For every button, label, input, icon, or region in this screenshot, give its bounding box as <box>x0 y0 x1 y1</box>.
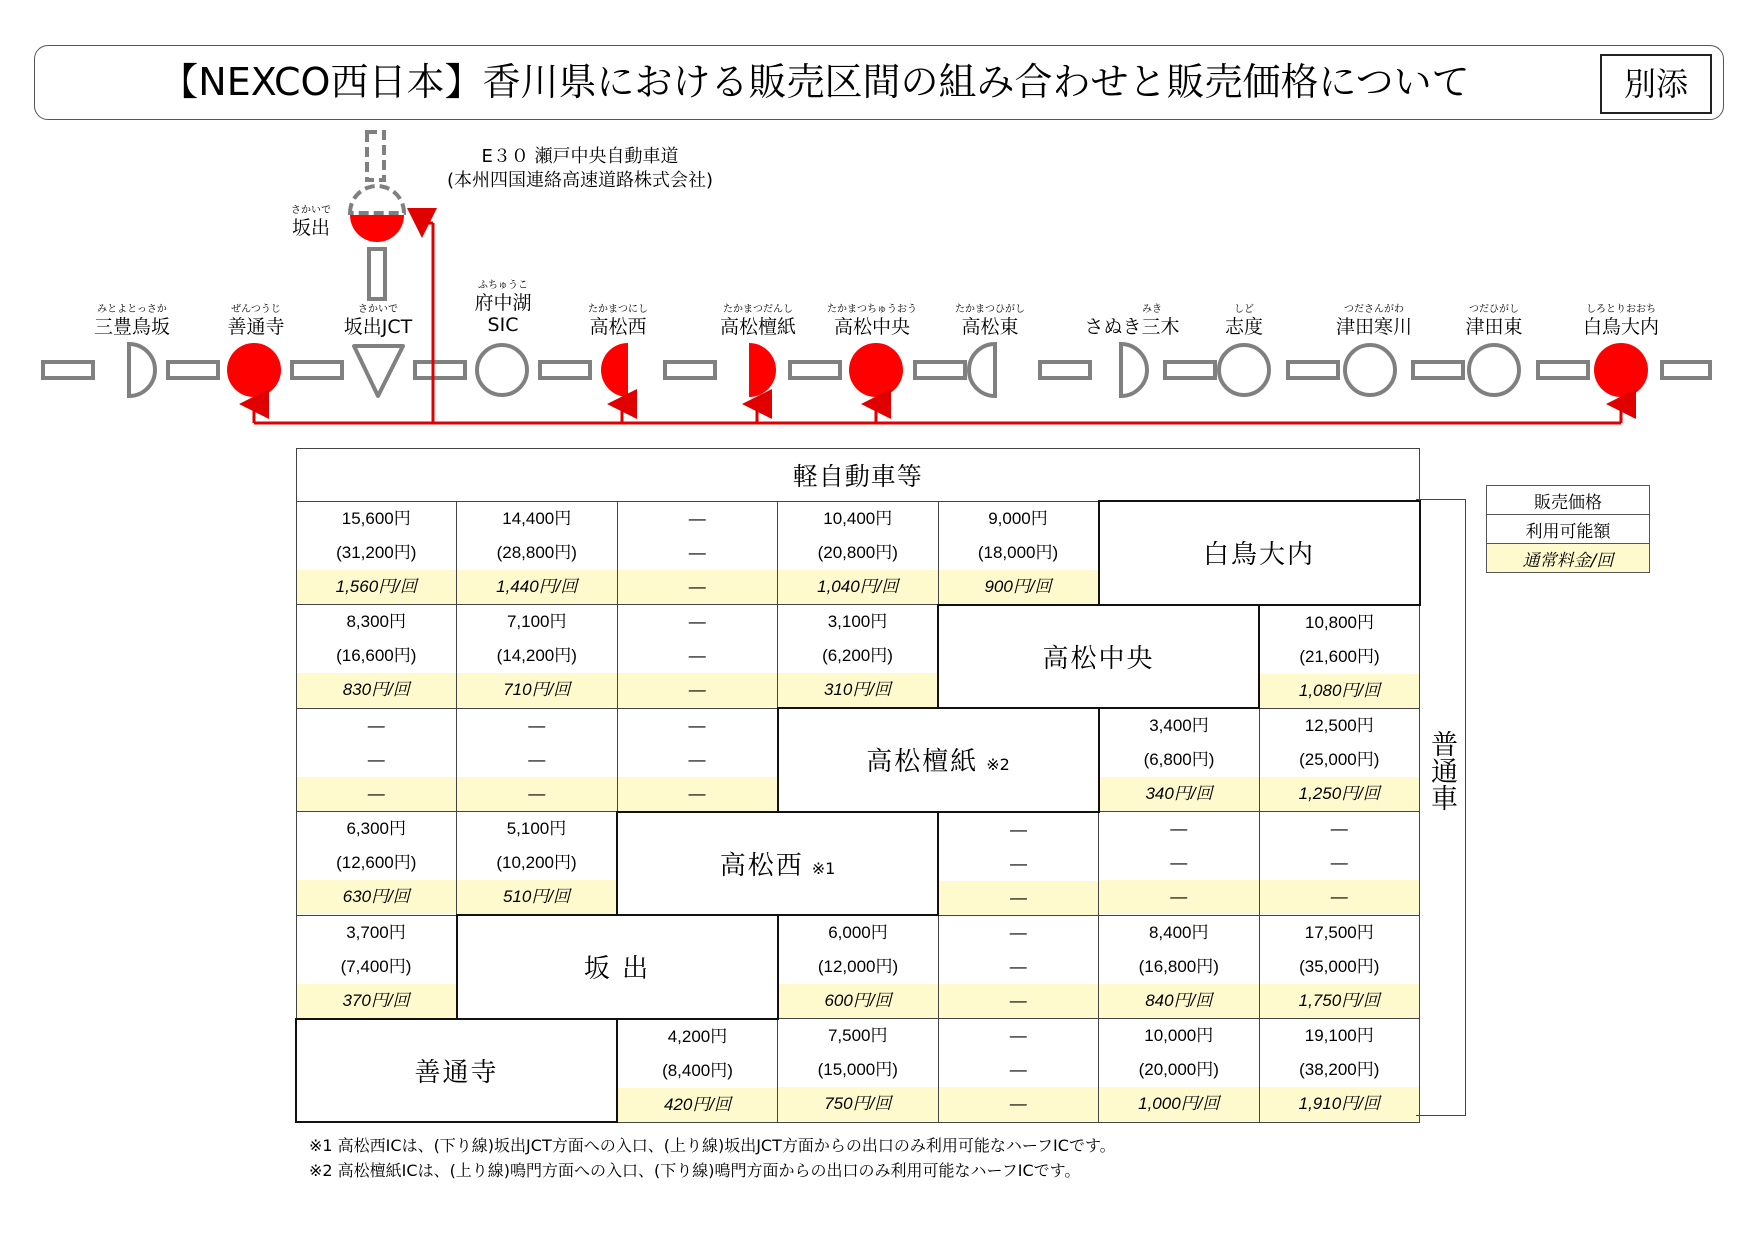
route-name: E３０ 瀬戸中央自動車道 <box>481 146 679 167</box>
fare-cell: 3,100円 (6,200円) 310円/回 <box>778 605 939 709</box>
fare-cell: — — — <box>938 812 1099 916</box>
shirotori-ouchi-ic-icon <box>1594 343 1648 397</box>
takamatsu-nishi-ic-icon <box>601 343 628 397</box>
zentsuji-ic-icon <box>227 343 281 397</box>
takamatsu-chuo-ic-icon <box>849 343 903 397</box>
attachment-label: 別添 <box>1600 54 1712 114</box>
legend-available-amount: 利用可能額 <box>1487 515 1650 544</box>
fare-cell: 6,300円 (12,600円) 630円/回 <box>296 812 457 916</box>
fare-cell: 10,800円 (21,600円) 1,080円/回 <box>1259 605 1420 709</box>
sakaide-ic-half-icon <box>350 215 404 242</box>
branch-road-dashed-segment <box>367 132 384 180</box>
ordinary-vehicle-column <box>1416 499 1466 1116</box>
ic-label-tsuda-sangawa: つださんがわ 津田寒川 <box>1335 304 1413 338</box>
footnote-2: ※2 高松檀紙ICは、(上り線)鳴門方面への入口、(下り線)鳴門方面からの出口のみ利用可能なハーフICです。 <box>309 1161 1081 1180</box>
fare-cell: — — — <box>617 501 778 605</box>
route-operator: (本州四国連絡高速道路株式会社) <box>446 170 714 191</box>
tsuda-sangawa-ic-icon <box>1345 345 1395 395</box>
fare-cell: — — — <box>938 915 1099 1019</box>
legend <box>1486 485 1650 573</box>
fare-cell: 3,400円 (6,800円) 340円/回 <box>1099 708 1260 812</box>
sanuki-miki-ic-icon <box>1121 344 1147 396</box>
sales-section-arrow-lines <box>254 223 1621 423</box>
ic-label-sakaide-jct: さかいで 坂出JCT <box>343 304 413 338</box>
sakaide-ic-label: さかいで 坂出 <box>291 205 331 239</box>
sakaide-jct-icon <box>354 346 403 396</box>
tsuda-higashi-ic-icon <box>1469 345 1519 395</box>
fare-cell: 7,100円 (14,200円) 710円/回 <box>457 605 618 709</box>
station-shirotori-ouchi: 白鳥大内 <box>1099 501 1420 605</box>
fare-cell: 7,500円 (15,000円) 750円/回 <box>778 1019 939 1123</box>
fare-cell: 15,600円 (31,200円) 1,560円/回 <box>296 501 457 605</box>
fuchuko-sic-icon <box>477 345 527 395</box>
route-map <box>0 0 1754 450</box>
sakaide-ic-dashed-half-icon <box>350 186 404 213</box>
station-takamatsu-chuo: 高松中央 <box>938 605 1259 709</box>
fare-cell: 4,200円 (8,400円) 420円/回 <box>617 1019 778 1123</box>
ic-label-shido: しど 志度 <box>1224 304 1264 338</box>
branch-road-segment <box>369 249 385 299</box>
ic-label-zentsuji: ぜんつうじ 善通寺 <box>227 304 285 338</box>
fare-cell: 8,300円 (16,600円) 830円/回 <box>296 605 457 709</box>
kei-vehicle-header: 軽自動車等 <box>296 449 1420 502</box>
station-takamatsu-danshi: 高松檀紙 ※2 <box>778 708 1099 812</box>
ordinary-vehicle-label: 普通車 <box>1426 729 1457 811</box>
takamatsu-higashi-ic-icon <box>969 344 995 396</box>
mitoyo-tossaka-ic-icon <box>129 344 155 396</box>
footnote-ref-1: ※1 <box>811 858 836 878</box>
station-sakaide: 坂 出 <box>457 915 778 1019</box>
fare-cell: 12,500円 (25,000円) 1,250円/回 <box>1259 708 1420 812</box>
fare-cell: 9,000円 (18,000円) 900円/回 <box>938 501 1099 605</box>
fare-cell: 8,400円 (16,800円) 840円/回 <box>1099 915 1260 1019</box>
fare-cell: 19,100円 (38,200円) 1,910円/回 <box>1259 1019 1420 1123</box>
station-takamatsu-nishi: 高松西 ※1 <box>617 812 938 916</box>
ic-label-fuchuko-sic: ふちゅうこ 府中湖 SIC <box>474 280 532 336</box>
takamatsu-danshi-ic-icon <box>749 343 776 397</box>
ic-label-tsuda-higashi: つだひがし 津田東 <box>1465 304 1523 338</box>
fare-cell: — — — <box>457 708 618 812</box>
fare-cell: — — — <box>617 605 778 709</box>
fare-table <box>295 448 1421 1123</box>
ic-label-takamatsu-higashi: たかまつひがし 高松東 <box>955 304 1025 338</box>
ic-label-takamatsu-chuo: たかまつちゅうおう 高松中央 <box>827 304 917 338</box>
fare-cell: — — — <box>938 1019 1099 1123</box>
ic-label-takamatsu-danshi: たかまつだんし 高松檀紙 <box>719 304 797 338</box>
fare-cell: — — — <box>1259 812 1420 916</box>
fare-cell: — — — <box>617 708 778 812</box>
page-title: 【NEXCO西日本】香川県における販売区間の組み合わせと販売価格について <box>160 60 1470 104</box>
fare-cell: 10,400円 (20,800円) 1,040円/回 <box>778 501 939 605</box>
footnote-ref-2: ※2 <box>986 755 1010 775</box>
ic-label-shirotori-ouchi: しろとりおおち 白鳥大内 <box>1582 304 1660 338</box>
fare-cell: 3,700円 (7,400円) 370円/回 <box>296 915 457 1019</box>
ic-label-mitoyo-tossaka: みとよとっさか 三豊鳥坂 <box>93 304 171 338</box>
legend-normal-fare: 通常料金/回 <box>1487 544 1650 573</box>
footnote-1: ※1 高松西ICは、(下り線)坂出JCT方面への入口、(上り線)坂出JCT方面からの出口のみ利用可能なハーフICです。 <box>309 1136 1116 1155</box>
legend-sales-price: 販売価格 <box>1487 486 1650 515</box>
fare-cell: 17,500円 (35,000円) 1,750円/回 <box>1259 915 1420 1019</box>
ic-label-takamatsu-nishi: たかまつにし 高松西 <box>588 304 648 338</box>
fare-cell: — — — <box>296 708 457 812</box>
fare-cell: 10,000円 (20,000円) 1,000円/回 <box>1099 1019 1260 1123</box>
shido-ic-icon <box>1219 345 1269 395</box>
fare-cell: 5,100円 (10,200円) 510円/回 <box>457 812 618 916</box>
fare-cell: 6,000円 (12,000円) 600円/回 <box>778 915 939 1019</box>
fare-cell: 14,400円 (28,800円) 1,440円/回 <box>457 501 618 605</box>
ic-label-sanuki-miki: みき さぬき三木 <box>1084 304 1180 338</box>
fare-cell: — — — <box>1099 812 1260 916</box>
station-zentsuji: 善通寺 <box>296 1019 617 1123</box>
